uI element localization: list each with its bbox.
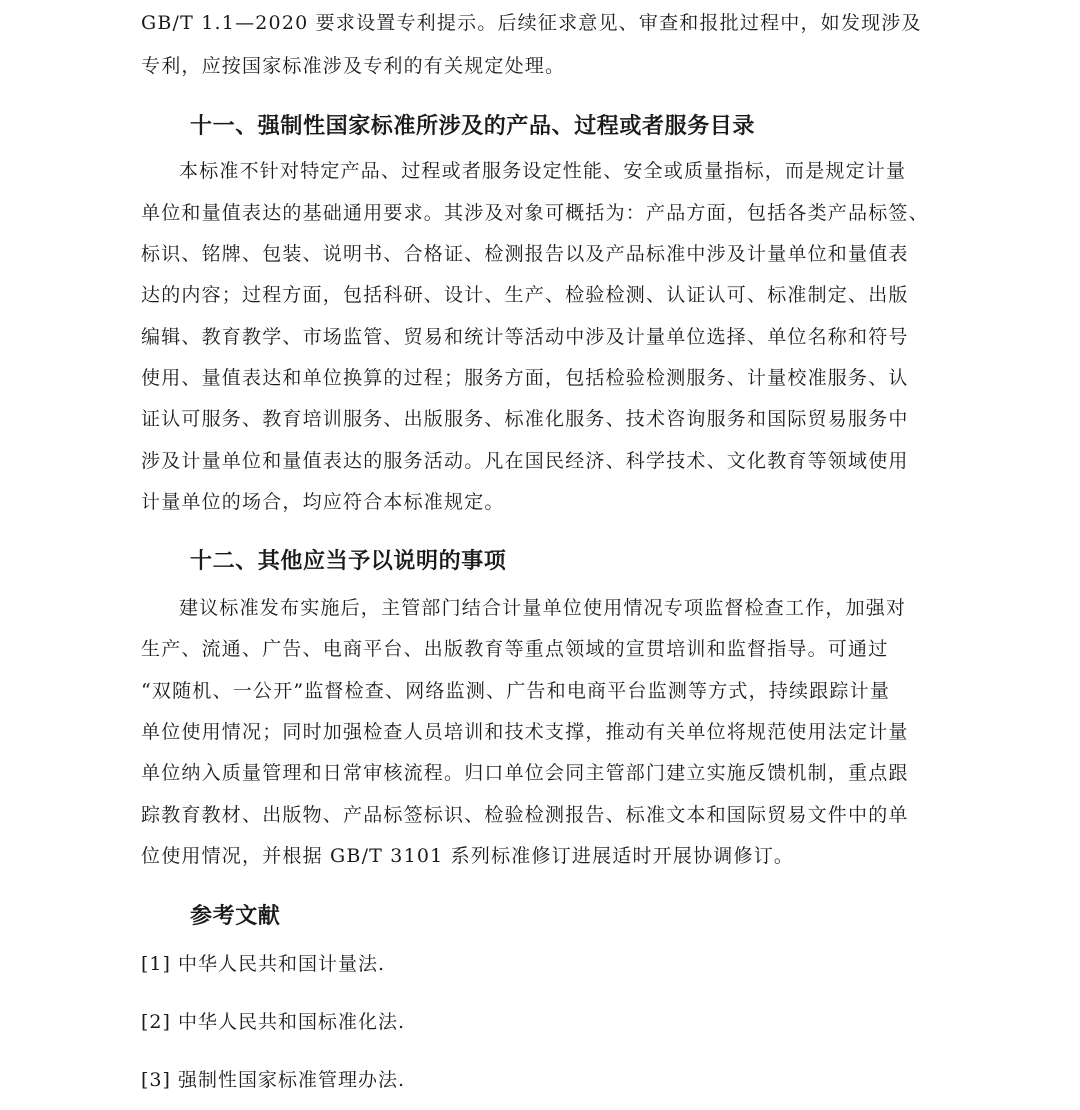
section-12-line-2: 生产、流通、广告、电商平台、出版教育等重点领域的宣贯培训和监督指导。可通过 [141,638,889,660]
reference-item-1: [1] 中华人民共和国计量法. [141,953,385,975]
section-12-line-5: 单位纳入质量管理和日常审核流程。归口单位会同主管部门建立实施反馈机制，重点跟 [141,762,909,784]
section-11-line-7: 证认可服务、教育培训服务、出版服务、标准化服务、技术咨询服务和国际贸易服务中 [141,408,909,430]
intro-line-1: GB/T 1.1—2020 要求设置专利提示。后续征求意见、审查和报批过程中，如发现涉及 [141,12,922,34]
section-12-line-3: “双随机、一公开”监督检查、网络监测、广告和电商平台监测等方式，持续跟踪计量 [141,680,891,702]
section-12-line-7: 位使用情况，并根据 GB/T 3101 系列标准修订进展适时开展协调修订。 [141,845,795,867]
section-11-line-4: 达的内容；过程方面，包括科研、设计、生产、检验检测、认证认可、标准制定、出版 [141,284,909,306]
reference-item-2: [2] 中华人民共和国标准化法. [141,1011,405,1033]
reference-item-3: [3] 强制性国家标准管理办法. [141,1069,405,1091]
section-11-line-8: 涉及计量单位和量值表达的服务活动。凡在国民经济、科学技术、文化教育等领域使用 [141,450,909,472]
section-11-heading: 十一、强制性国家标准所涉及的产品、过程或者服务目录 [190,114,756,139]
section-11-line-6: 使用、量值表达和单位换算的过程；服务方面，包括检验检测服务、计量校准服务、认 [141,367,909,389]
section-12-heading: 十二、其他应当予以说明的事项 [190,549,507,574]
section-11-line-9: 计量单位的场合，均应符合本标准规定。 [141,491,505,513]
intro-line-2: 专利，应按国家标准涉及专利的有关规定处理。 [141,55,566,77]
section-11-line-1: 本标准不针对特定产品、过程或者服务设定性能、安全或质量指标，而是规定计量 [179,160,907,182]
section-11-line-2: 单位和量值表达的基础通用要求。其涉及对象可概括为：产品方面，包括各类产品标签、 [141,202,929,224]
section-11-line-5: 编辑、教育教学、市场监管、贸易和统计等活动中涉及计量单位选择、单位名称和符号 [141,326,909,348]
references-heading: 参考文献 [190,904,281,929]
section-12-line-6: 踪教育教材、出版物、产品标签标识、检验检测报告、标准文本和国际贸易文件中的单 [141,804,909,826]
section-11-line-3: 标识、铭牌、包装、说明书、合格证、检测报告以及产品标准中涉及计量单位和量值表 [141,243,909,265]
section-12-line-1: 建议标准发布实施后，主管部门结合计量单位使用情况专项监督检查工作，加强对 [179,597,907,619]
section-12-line-4: 单位使用情况；同时加强检查人员培训和技术支撑，推动有关单位将规范使用法定计量 [141,721,909,743]
